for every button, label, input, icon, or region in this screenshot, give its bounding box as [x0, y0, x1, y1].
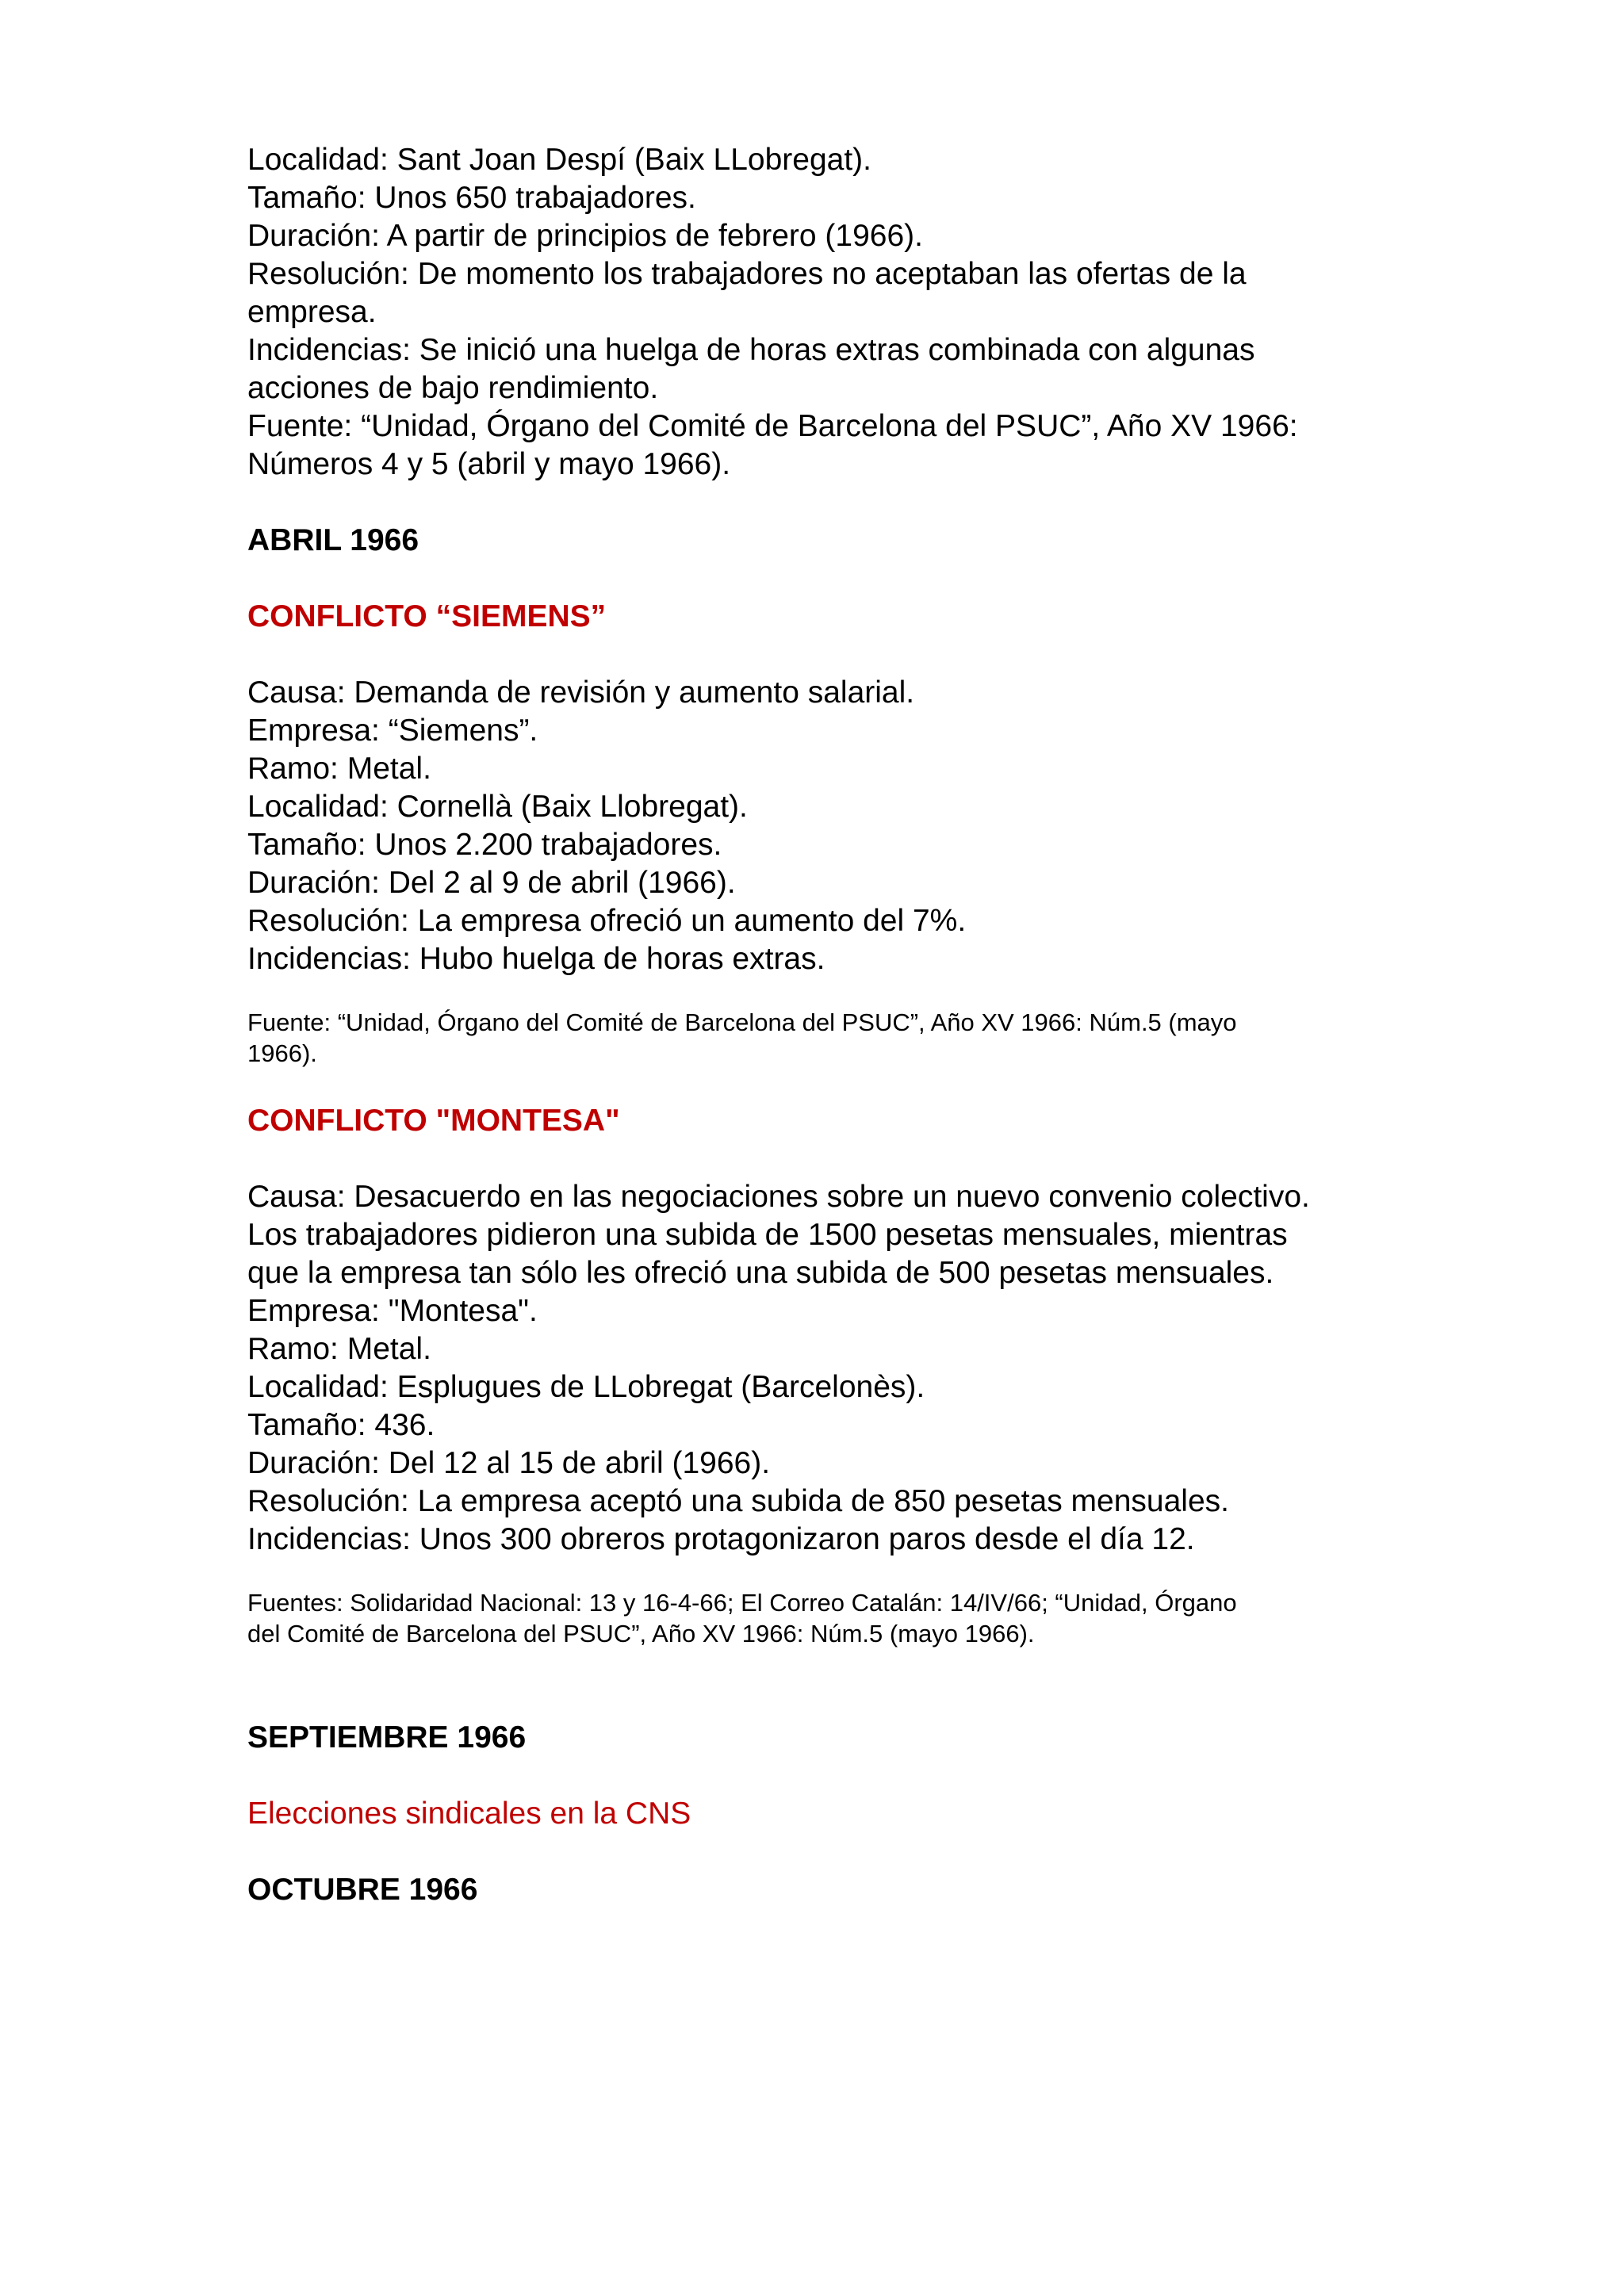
intro-line: Tamaño: Unos 650 trabajadores. — [247, 181, 696, 215]
section-heading-abril: ABRIL 1966 — [247, 523, 419, 557]
spacer — [247, 1069, 1437, 1102]
intro-line: empresa. — [247, 295, 377, 329]
subheading-elecciones: Elecciones sindicales en la CNS — [247, 1797, 691, 1831]
siemens-line: Resolución: La empresa ofreció un aumento del 7%. — [247, 904, 967, 938]
siemens-source — [247, 1007, 1437, 1069]
spacer — [247, 484, 1437, 522]
montesa-line: Duración: Del 12 al 15 de abril (1966). — [247, 1446, 771, 1480]
source-line: Fuente: “Unidad, Órgano del Comité de Barcelona del PSUC”, Año XV 1966: Núm.5 (mayo — [247, 1008, 1237, 1036]
montesa-line: Localidad: Esplugues de LLobregat (Barcelonès). — [247, 1370, 925, 1404]
siemens-line: Localidad: Cornellà (Baix Llobregat). — [247, 790, 748, 824]
intro-line: Fuente: “Unidad, Órgano del Comité de Barcelona del PSUC”, Año XV 1966: — [247, 409, 1298, 443]
siemens-line: Incidencias: Hubo huelga de horas extras. — [247, 942, 825, 976]
montesa-line: Causa: Desacuerdo en las negociaciones sobre un nuevo convenio colectivo. — [247, 1180, 1310, 1214]
conflict-title-siemens: CONFLICTO “SIEMENS” — [247, 599, 607, 633]
document-body — [247, 141, 1437, 1909]
montesa-line: Los trabajadores pidieron una subida de 1500 pesetas mensuales, mientras — [247, 1218, 1288, 1252]
spacer — [247, 1559, 1437, 1587]
montesa-line: que la empresa tan sólo les ofreció una subida de 500 pesetas mensuales. — [247, 1256, 1274, 1290]
intro-line: acciones de bajo rendimiento. — [247, 371, 659, 405]
section-heading-octubre: OCTUBRE 1966 — [247, 1873, 478, 1907]
montesa-line: Ramo: Metal. — [247, 1332, 431, 1366]
spacer — [247, 978, 1437, 1007]
intro-line: Incidencias: Se inició una huelga de horas extras combinada con algunas — [247, 333, 1255, 367]
source-line: del Comité de Barcelona del PSUC”, Año XV 1966: Núm.5 (mayo 1966). — [247, 1620, 1035, 1647]
montesa-line: Empresa: "Montesa". — [247, 1294, 538, 1328]
spacer — [247, 560, 1437, 598]
intro-line: Resolución: De momento los trabajadores no aceptaban las ofertas de la — [247, 257, 1247, 291]
siemens-line: Causa: Demanda de revisión y aumento salarial. — [247, 675, 915, 710]
conflict-title-montesa: CONFLICTO "MONTESA" — [247, 1104, 620, 1138]
intro-line: Localidad: Sant Joan Despí (Baix LLobregat). — [247, 143, 871, 177]
source-line: 1966). — [247, 1039, 317, 1067]
intro-block — [247, 141, 1437, 484]
siemens-line: Ramo: Metal. — [247, 752, 431, 786]
spacer — [247, 1649, 1437, 1719]
siemens-details — [247, 674, 1437, 978]
spacer — [247, 1757, 1437, 1795]
montesa-line: Resolución: La empresa aceptó una subida de 850 pesetas mensuales. — [247, 1484, 1229, 1518]
spacer — [247, 1833, 1437, 1871]
intro-line: Duración: A partir de principios de febrero (1966). — [247, 219, 923, 253]
spacer — [247, 636, 1437, 674]
montesa-source — [247, 1587, 1437, 1649]
montesa-line: Tamaño: 436. — [247, 1408, 435, 1442]
montesa-line: Incidencias: Unos 300 obreros protagonizaron paros desde el día 12. — [247, 1522, 1195, 1556]
spacer — [247, 1140, 1437, 1178]
siemens-line: Empresa: “Siemens”. — [247, 714, 538, 748]
siemens-line: Tamaño: Unos 2.200 trabajadores. — [247, 828, 722, 862]
montesa-details — [247, 1178, 1437, 1559]
intro-line: Números 4 y 5 (abril y mayo 1966). — [247, 447, 731, 481]
source-line: Fuentes: Solidaridad Nacional: 13 y 16-4-66; El Correo Catalán: 14/IV/66; “Unidad, Órgano — [247, 1589, 1237, 1617]
siemens-line: Duración: Del 2 al 9 de abril (1966). — [247, 866, 736, 900]
section-heading-septiembre: SEPTIEMBRE 1966 — [247, 1720, 527, 1755]
